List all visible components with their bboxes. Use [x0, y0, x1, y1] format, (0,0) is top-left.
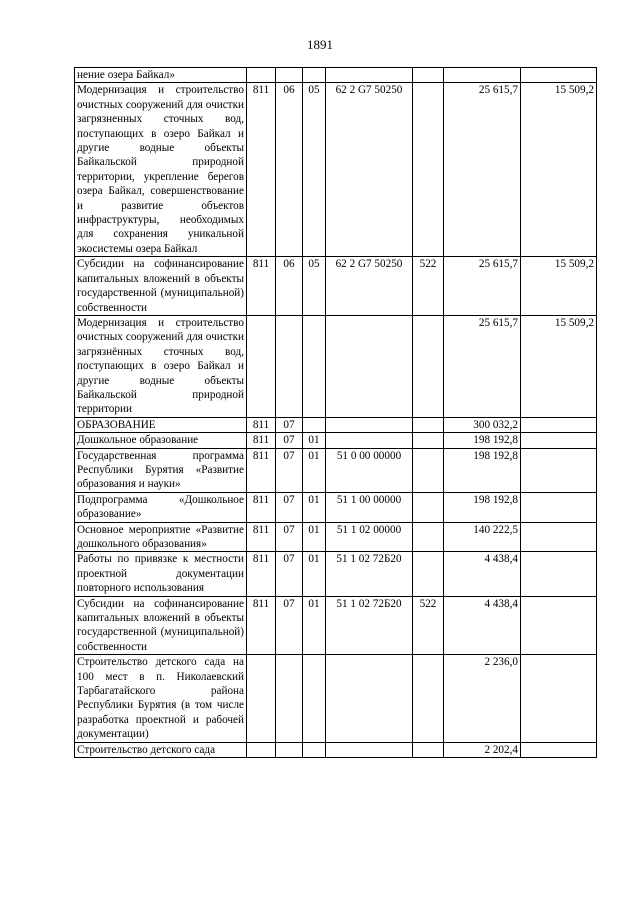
subsection-code-cell — [303, 315, 326, 417]
amount-second-cell — [521, 68, 597, 83]
amount-cell: 198 192,8 — [444, 492, 521, 522]
amount-second-cell — [521, 417, 597, 432]
amount-cell: 25 615,7 — [444, 315, 521, 417]
section-code-cell — [276, 68, 303, 83]
item-name-cell: Модернизация и строительство очистных сооружений для очистки загрязнённых сточных вод, поступающих в озеро Байкал и другие водные объекты Байкальской природной территории — [75, 315, 247, 417]
amount-second-cell — [521, 742, 597, 757]
amount-second-cell — [521, 433, 597, 448]
section-code-cell: 07 — [276, 433, 303, 448]
expense-type-cell — [413, 315, 444, 417]
subsection-code-cell — [303, 417, 326, 432]
ministry-code-cell — [247, 68, 276, 83]
item-name-cell: Основное мероприятие «Развитие дошкольного образования» — [75, 522, 247, 552]
ministry-code-cell: 811 — [247, 417, 276, 432]
ministry-code-cell — [247, 655, 276, 742]
section-code-cell: 07 — [276, 522, 303, 552]
table-row — [75, 315, 597, 417]
amount-second-cell — [521, 596, 597, 655]
ministry-code-cell: 811 — [247, 257, 276, 316]
section-code-cell: 07 — [276, 552, 303, 596]
expense-type-cell: 522 — [413, 596, 444, 655]
subsection-code-cell: 01 — [303, 552, 326, 596]
target-article-cell: 51 1 02 72Б20 — [326, 552, 413, 596]
target-article-cell — [326, 68, 413, 83]
table-row — [75, 83, 597, 257]
subsection-code-cell: 01 — [303, 522, 326, 552]
item-name-cell: Субсидии на софинансирование капитальных вложений в объекты государственной (муниципальной) собственности — [75, 596, 247, 655]
expense-type-cell: 522 — [413, 257, 444, 316]
amount-second-cell: 15 509,2 — [521, 83, 597, 257]
section-code-cell: 06 — [276, 83, 303, 257]
table-row — [75, 742, 597, 757]
amount-cell: 4 438,4 — [444, 596, 521, 655]
amount-second-cell — [521, 448, 597, 492]
section-code-cell: 07 — [276, 417, 303, 432]
subsection-code-cell — [303, 742, 326, 757]
section-code-cell: 07 — [276, 596, 303, 655]
target-article-cell — [326, 417, 413, 432]
table-row — [75, 417, 597, 432]
expense-type-cell — [413, 448, 444, 492]
budget-table-body — [75, 68, 597, 758]
ministry-code-cell — [247, 742, 276, 757]
expense-type-cell — [413, 522, 444, 552]
amount-cell: 198 192,8 — [444, 448, 521, 492]
section-code-cell — [276, 742, 303, 757]
amount-cell: 25 615,7 — [444, 257, 521, 316]
subsection-code-cell: 01 — [303, 433, 326, 448]
target-article-cell — [326, 433, 413, 448]
amount-cell: 198 192,8 — [444, 433, 521, 448]
item-name-cell: Работы по привязке к местности проектной документации повторного использования — [75, 552, 247, 596]
ministry-code-cell: 811 — [247, 83, 276, 257]
ministry-code-cell: 811 — [247, 492, 276, 522]
subsection-code-cell: 05 — [303, 257, 326, 316]
item-name-cell: Дошкольное образование — [75, 433, 247, 448]
amount-cell: 4 438,4 — [444, 552, 521, 596]
section-code-cell — [276, 315, 303, 417]
table-row — [75, 257, 597, 316]
target-article-cell: 51 1 00 00000 — [326, 492, 413, 522]
expense-type-cell — [413, 83, 444, 257]
item-name-cell: Строительство детского сада — [75, 742, 247, 757]
ministry-code-cell: 811 — [247, 522, 276, 552]
amount-cell: 2 236,0 — [444, 655, 521, 742]
target-article-cell: 62 2 G7 50250 — [326, 83, 413, 257]
table-row — [75, 68, 597, 83]
target-article-cell: 51 1 02 00000 — [326, 522, 413, 552]
expense-type-cell — [413, 492, 444, 522]
table-row — [75, 655, 597, 742]
subsection-code-cell — [303, 68, 326, 83]
page-number: 1891 — [307, 37, 333, 52]
table-row — [75, 448, 597, 492]
target-article-cell — [326, 315, 413, 417]
expense-type-cell — [413, 552, 444, 596]
amount-cell: 2 202,4 — [444, 742, 521, 757]
ministry-code-cell: 811 — [247, 448, 276, 492]
expense-type-cell — [413, 433, 444, 448]
amount-cell: 25 615,7 — [444, 83, 521, 257]
amount-second-cell — [521, 492, 597, 522]
item-name-cell: Строительство детского сада на 100 мест в п. Николаевский Тарбагатайского района Республики Бурятия (в том числе разработка проектной и рабочей документации) — [75, 655, 247, 742]
amount-second-cell: 15 509,2 — [521, 315, 597, 417]
item-name-cell: Модернизация и строительство очистных сооружений для очистки загрязненных сточных вод, поступающих в озеро Байкал и другие водные объекты Байкальской природной территории, укрепление берегов озера Байкал, совершенствование и развитие объектов инфраструктуры, необходимых для сохранения уникальной экосистемы озера Байкал — [75, 83, 247, 257]
subsection-code-cell: 05 — [303, 83, 326, 257]
target-article-cell: 51 1 02 72Б20 — [326, 596, 413, 655]
item-name-cell: нение озера Байкал» — [75, 68, 247, 83]
subsection-code-cell: 01 — [303, 596, 326, 655]
amount-second-cell — [521, 655, 597, 742]
table-row — [75, 596, 597, 655]
amount-cell: 140 222,5 — [444, 522, 521, 552]
amount-cell: 300 032,2 — [444, 417, 521, 432]
subsection-code-cell: 01 — [303, 492, 326, 522]
item-name-cell: Подпрограмма «Дошкольное образование» — [75, 492, 247, 522]
section-code-cell: 07 — [276, 492, 303, 522]
ministry-code-cell: 811 — [247, 596, 276, 655]
amount-cell — [444, 68, 521, 83]
target-article-cell — [326, 742, 413, 757]
subsection-code-cell: 01 — [303, 448, 326, 492]
table-row — [75, 522, 597, 552]
section-code-cell: 06 — [276, 257, 303, 316]
amount-second-cell — [521, 522, 597, 552]
expense-type-cell — [413, 417, 444, 432]
budget-table — [74, 67, 597, 758]
ministry-code-cell: 811 — [247, 433, 276, 448]
expense-type-cell — [413, 655, 444, 742]
table-row — [75, 433, 597, 448]
table-row — [75, 492, 597, 522]
expense-type-cell — [413, 742, 444, 757]
amount-second-cell — [521, 552, 597, 596]
item-name-cell: ОБРАЗОВАНИЕ — [75, 417, 247, 432]
ministry-code-cell: 811 — [247, 552, 276, 596]
subsection-code-cell — [303, 655, 326, 742]
target-article-cell: 51 0 00 00000 — [326, 448, 413, 492]
ministry-code-cell — [247, 315, 276, 417]
target-article-cell — [326, 655, 413, 742]
table-row — [75, 552, 597, 596]
expense-type-cell — [413, 68, 444, 83]
section-code-cell — [276, 655, 303, 742]
target-article-cell: 62 2 G7 50250 — [326, 257, 413, 316]
item-name-cell: Государственная программа Республики Бурятия «Развитие образования и науки» — [75, 448, 247, 492]
item-name-cell: Субсидии на софинансирование капитальных вложений в объекты государственной (муниципальной) собственности — [75, 257, 247, 316]
section-code-cell: 07 — [276, 448, 303, 492]
amount-second-cell: 15 509,2 — [521, 257, 597, 316]
